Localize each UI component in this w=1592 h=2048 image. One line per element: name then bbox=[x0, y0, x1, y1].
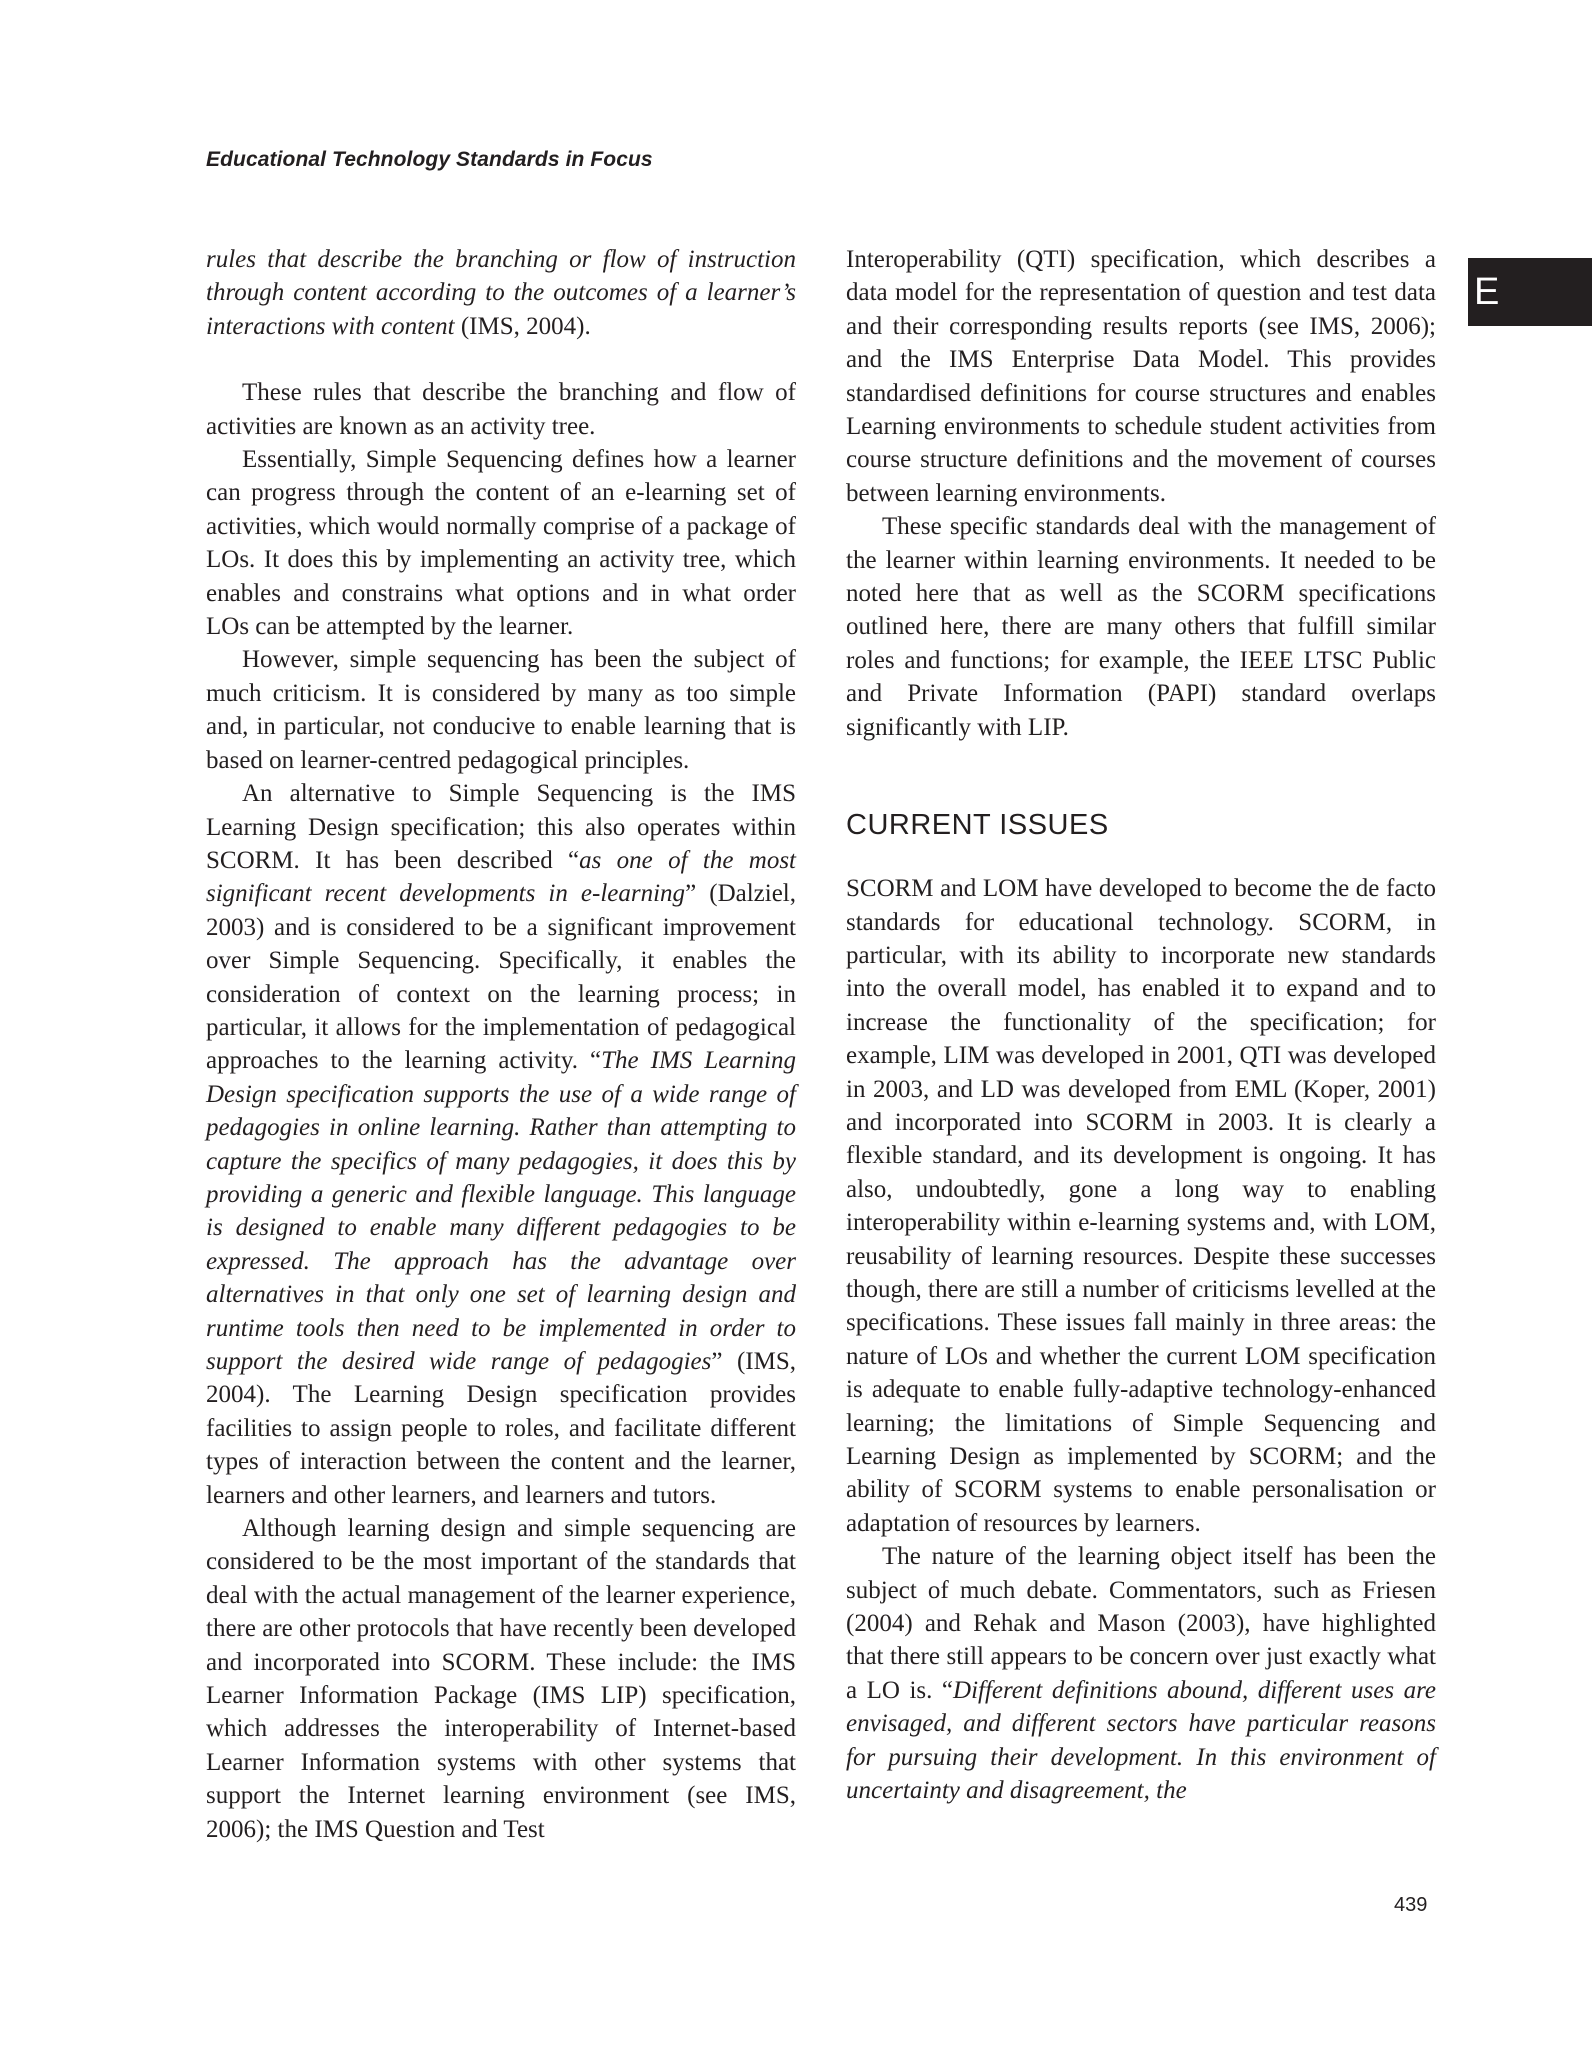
paragraph: Interoperability (QTI) specification, which describes a data model for the representation of question and test data and their corresponding results reports (see IMS, 2006); and the IMS Enterprise Data Model. This provides standardised definitions for course structures and enables Learning environments to schedule student activities from course structure definitions and the movement of courses between learning environments. bbox=[846, 246, 1436, 507]
paragraph: SCORM and LOM have developed to become the de facto standards for educational technology. SCORM, in particular, with its ability to incorporate new standards into the overall model, has enabled it to expand and to increase the functionality of the specification; for example, LIM was developed in 2001, QTI was developed in 2003, and LD was developed from EML (Koper, 2001) and incorporated into SCORM in 2003. It is clearly a flexible standard, and its development is ongoing. It has also, undoubtedly, gone a long way to enabling interoperability within e-learning systems and, with LOM, reusability of learning resources. Despite these successes though, there are still a number of criticisms levelled at the specifications. These issues fall mainly in three areas: the nature of LOs and whether the current LOM specification is adequate to enable fully-adaptive technology-enhanced learning; the limitations of Simple Sequencing and Learning Design as implemented by SCORM; and the ability of SCORM systems to enable personalisation or adaptation of resources by learners. bbox=[846, 875, 1436, 1537]
page-number: 439 bbox=[1394, 1894, 1428, 1916]
italic-quote: rules that describe the branching or flow of instruction through content according to the outcomes of a learner’s interactions with content bbox=[206, 246, 796, 340]
paragraph bbox=[846, 1540, 1436, 1807]
paragraph: Although learning design and simple sequencing are considered to be the most important of the standards that deal with the actual management of the learner experience, there are other protocols that have recently been developed and incorporated into SCORM. These include: the IMS Learner Information Package (IMS LIP) specification, which addresses the interoperability of Internet-based Learner Information systems with other systems that support the Internet learning environment (see IMS, 2006); the IMS Question and Test bbox=[206, 1515, 797, 1843]
text-run: ” (IMS, 2004). The Learning Design specification provides facilities to assign people to roles, and facilitate different types of interaction between the content and the learner, learners and other learners, and learners and tutors. bbox=[206, 1348, 796, 1509]
paragraph: These rules that describe the branching and flow of activities are known as an activity tree. bbox=[206, 379, 796, 440]
italic-quote: as one of the most significant recent developments in e-learning bbox=[206, 846, 796, 908]
paragraph: Essentially, Simple Sequencing defines how a learner can progress through the content of an e-learning set of activities, which would normally comprise of a package of LOs. It does this by implementing an activity tree, which enables and constrains what options and in what order LOs can be attempted by the learner. bbox=[206, 446, 796, 641]
text-run: ” (Dalziel, 2003) and is considered to be a significant improvement over Simple Sequencing. Specifically, it enables the consideration of context on the learning process; in particular, it allows for the implementation of pedagogical approaches to the learning activity. “ bbox=[206, 880, 796, 1075]
paragraph: However, simple sequencing has been the subject of much criticism. It is considered by many as too simple and, in particular, not conducive to enable learning that is based on learner-centred pedagogical principles. bbox=[206, 646, 796, 774]
section-tab-marker: E bbox=[1468, 258, 1592, 326]
italic-quote: The IMS Learning Design specification supports the use of a wide range of pedagogies in online learning. Rather than attempting to capture the specifics of many pedagogies, it does this by providing a generic and flexible language. This language is designed to enable many different pedagogies to be expressed. The approach has the advantage over alternatives in that only one set of learning design and runtime tools then need to be implemented in order to support the desired wide range of pedagogies bbox=[206, 1047, 796, 1375]
text-run: The nature of the learning object itself has been the subject of much debate. Commentators, such as Friesen (2004) and Rehak and Mason (2003), have highlighted that there still appears to be concern over just exactly what a LO is. “ bbox=[846, 1543, 1436, 1704]
paragraph bbox=[206, 777, 796, 1512]
paragraph: These specific standards deal with the management of the learner within learning environments. It needed to be noted here that as well as the SCORM specifications outlined here, there are many others that fulfill similar roles and functions; for example, the IEEE LTSC Public and Private Information (PAPI) standard overlaps significantly with LIP. bbox=[846, 513, 1436, 741]
italic-quote: Different definitions abound, different uses are envisaged, and different sectors have particular reasons for pursuing their development. In this environment of uncertainty and disagreement, the bbox=[846, 1676, 1436, 1805]
running-head: Educational Technology Standards in Focus bbox=[206, 148, 653, 171]
left-column bbox=[206, 243, 796, 1846]
text-run: An alternative to Simple Sequencing is the IMS Learning Design specification; this also operates within SCORM. It has been described “ bbox=[206, 780, 796, 874]
paragraph bbox=[206, 243, 796, 343]
citation: (IMS, 2004). bbox=[454, 312, 591, 340]
section-heading: CURRENT ISSUES bbox=[846, 809, 1109, 842]
right-column bbox=[846, 243, 1436, 1807]
